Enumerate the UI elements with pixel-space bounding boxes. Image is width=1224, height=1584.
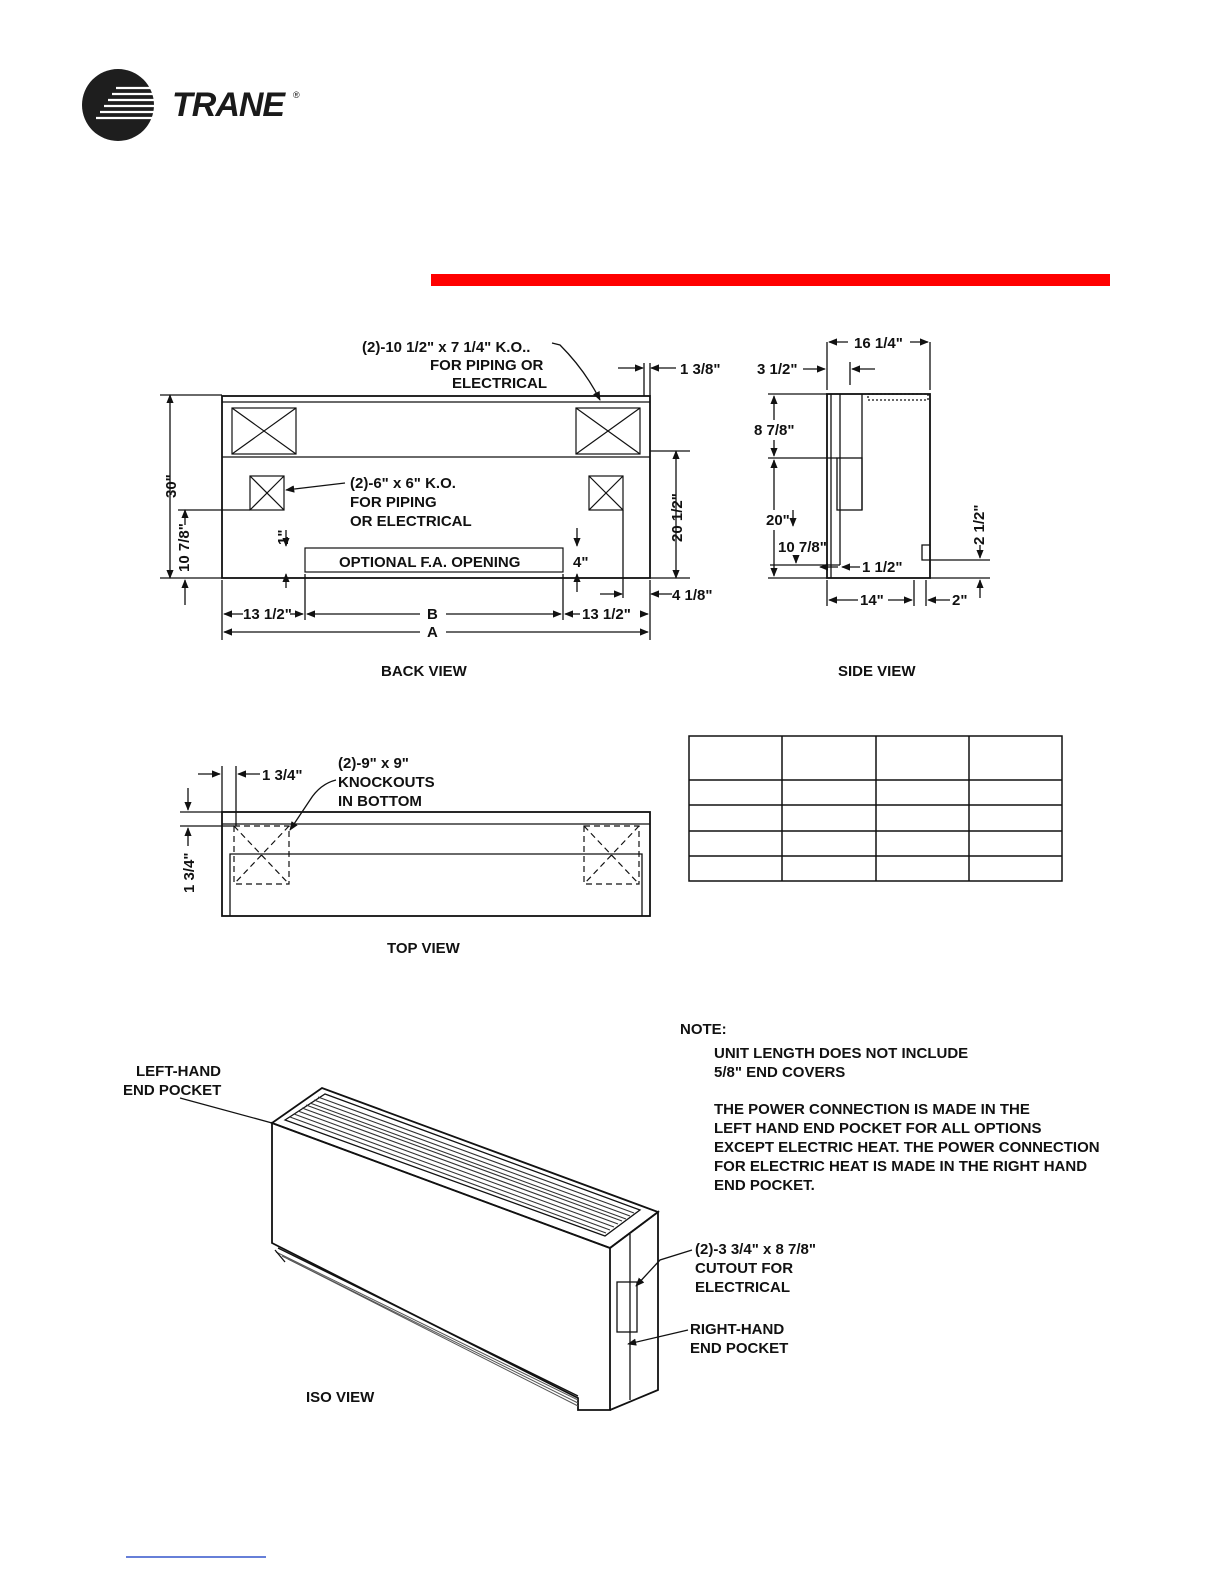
dim-b: B xyxy=(427,606,438,623)
top-dim-1-3-4-h: 1 3/4" xyxy=(262,767,303,784)
back-ko-small-label-3: OR ELECTRICAL xyxy=(350,513,472,530)
back-ko-large-label-2: FOR PIPING OR xyxy=(430,357,544,374)
trane-logo xyxy=(82,69,300,141)
side-dim-1-1-2: 1 1/2" xyxy=(862,559,903,576)
iso-view-drawing xyxy=(180,1088,692,1410)
note-line: UNIT LENGTH DOES NOT INCLUDE xyxy=(714,1045,969,1062)
back-ko-small-label-1: (2)-6" x 6" K.O. xyxy=(350,475,456,492)
dim-4: 4" xyxy=(573,554,589,571)
back-view-caption: BACK VIEW xyxy=(381,663,467,680)
dimension-table xyxy=(689,736,1062,881)
note-line: LEFT HAND END POCKET FOR ALL OPTIONS xyxy=(714,1120,1042,1137)
iso-right-pocket-label-1: RIGHT-HAND xyxy=(690,1321,785,1338)
back-ko-large-label-3: ELECTRICAL xyxy=(452,375,547,392)
top-ko-label-3: IN BOTTOM xyxy=(338,793,422,810)
iso-left-pocket-label-2: END POCKET xyxy=(123,1082,222,1099)
dim-13-1-2-right: 13 1/2" xyxy=(582,606,631,623)
side-dim-20: 20" xyxy=(766,512,790,529)
brand-name: TRANE xyxy=(172,86,285,124)
side-dim-10-7-8: 10 7/8" xyxy=(778,539,827,556)
iso-view-caption: ISO VIEW xyxy=(306,1389,375,1406)
back-ko-large-label-1: (2)-10 1/2" x 7 1/4" K.O.. xyxy=(362,339,531,356)
top-ko-label-1: (2)-9" x 9" xyxy=(338,755,409,772)
iso-right-pocket-label-2: END POCKET xyxy=(690,1340,789,1357)
side-dim-8-7-8: 8 7/8" xyxy=(754,422,795,439)
note-line: END POCKET. xyxy=(714,1177,815,1194)
note-line: EXCEPT ELECTRIC HEAT. THE POWER CONNECTION xyxy=(714,1139,1100,1156)
accent-bar xyxy=(431,274,1110,286)
top-view-caption: TOP VIEW xyxy=(387,940,460,957)
dim-20-1-2: 20 1/2" xyxy=(669,493,686,542)
dim-30: 30" xyxy=(163,474,180,498)
fa-opening-label: OPTIONAL F.A. OPENING xyxy=(339,554,521,571)
dim-1-3-8: 1 3/8" xyxy=(680,361,721,378)
note-line: FOR ELECTRIC HEAT IS MADE IN THE RIGHT HAND xyxy=(714,1158,1088,1175)
dim-10-7-8-back: 10 7/8" xyxy=(176,523,193,572)
iso-cutout-label-1: (2)-3 3/4" x 8 7/8" xyxy=(695,1241,816,1258)
note-heading: NOTE: xyxy=(680,1021,727,1038)
side-view-caption: SIDE VIEW xyxy=(838,663,916,680)
side-dim-2-1-2: 2 1/2" xyxy=(971,504,988,545)
side-dim-14: 14" xyxy=(860,592,884,609)
side-dim-16-1-4: 16 1/4" xyxy=(854,335,903,352)
iso-cutout-label-3: ELECTRICAL xyxy=(695,1279,790,1296)
dim-a: A xyxy=(427,624,438,641)
top-ko-label-2: KNOCKOUTS xyxy=(338,774,435,791)
note-line: 5/8" END COVERS xyxy=(714,1064,846,1081)
side-dim-3-1-2: 3 1/2" xyxy=(757,361,798,378)
note-body xyxy=(714,1045,1100,1194)
dim-13-1-2-left: 13 1/2" xyxy=(243,606,292,623)
note-line: THE POWER CONNECTION IS MADE IN THE xyxy=(714,1101,1030,1118)
dim-4-1-8: 4 1/8" xyxy=(672,587,713,604)
registered-mark: ® xyxy=(293,90,300,100)
back-ko-small-label-2: FOR PIPING xyxy=(350,494,437,511)
side-dim-2: 2" xyxy=(952,592,968,609)
top-dim-1-3-4-v: 1 3/4" xyxy=(181,852,198,893)
iso-left-pocket-label-1: LEFT-HAND xyxy=(136,1063,221,1080)
dim-1: 1" xyxy=(275,529,292,545)
iso-cutout-label-2: CUTOUT FOR xyxy=(695,1260,794,1277)
